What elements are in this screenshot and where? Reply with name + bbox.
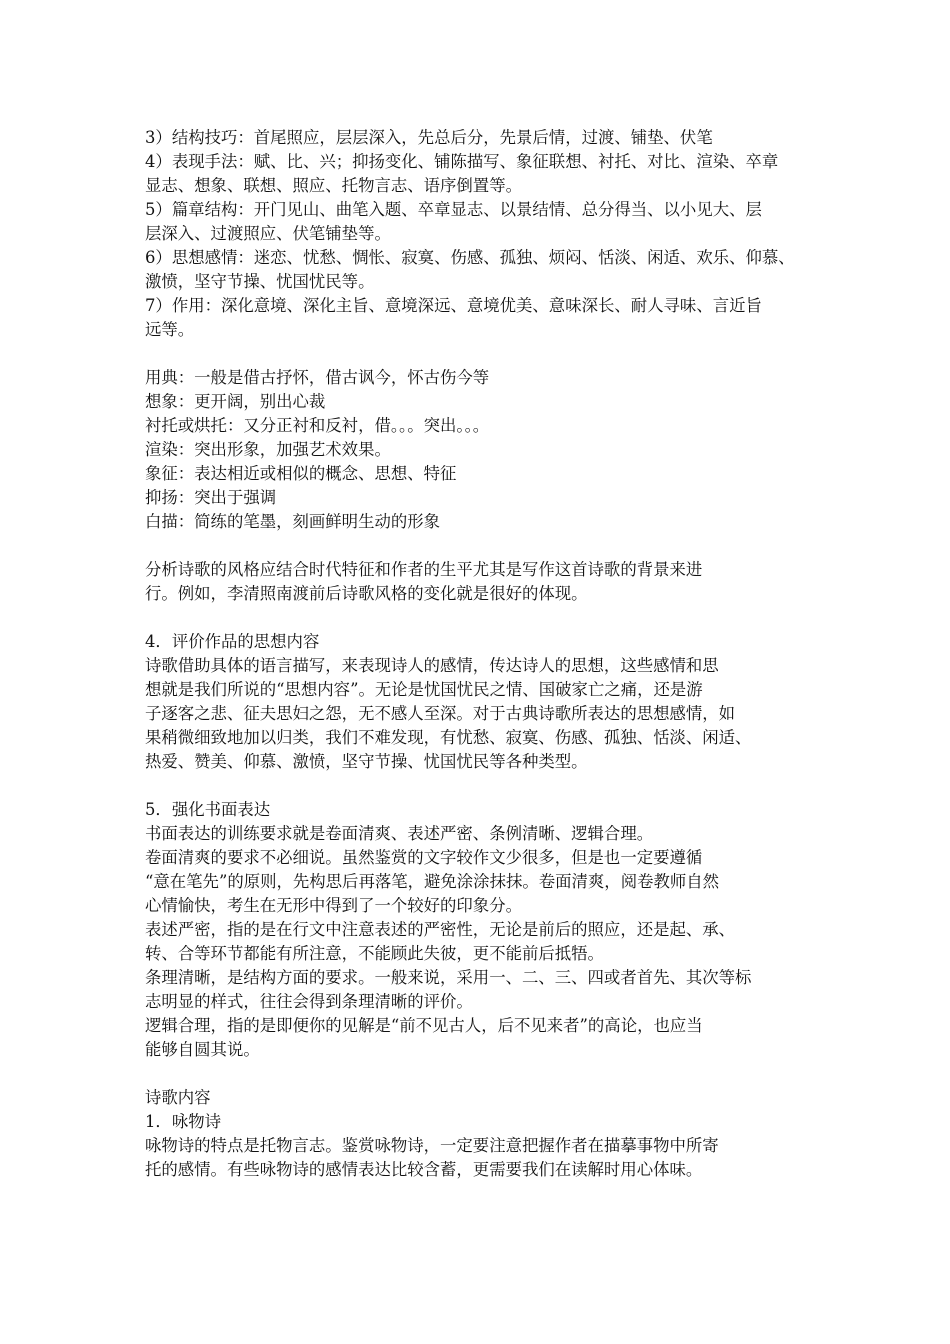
section-evaluate-content <box>145 630 815 774</box>
section-heading: 诗歌内容 <box>145 1088 211 1107</box>
text-line: 能够自圆其说。 <box>145 1040 260 1059</box>
text-line: 显志、想象、联想、照应、托物言志、语序倒置等。 <box>145 176 522 195</box>
section-heading: 5．强化书面表达 <box>145 800 271 819</box>
subsection-heading: 1．咏物诗 <box>145 1112 221 1131</box>
text-line: 渲染：突出形象，加强艺术效果。 <box>145 440 391 459</box>
paragraph-spacer <box>145 342 815 366</box>
text-line: 诗歌借助具体的语言描写，来表现诗人的感情，传达诗人的思想，这些感情和思 <box>145 656 719 675</box>
text-line: 志明显的样式，往往会得到条理清晰的评价。 <box>145 992 473 1011</box>
text-line: 子逐客之悲、征夫思妇之怨，无不感人至深。对于古典诗歌所表达的思想感情，如 <box>145 704 736 723</box>
text-line: 分析诗歌的风格应结合时代特征和作者的生平尤其是写作这首诗歌的背景来进 <box>145 560 703 579</box>
paragraph-spacer <box>145 606 815 630</box>
text-line: 行。例如，李清照南渡前后诗歌风格的变化就是很好的体现。 <box>145 584 588 603</box>
text-line: 白描：简练的笔墨，刻画鲜明生动的形象 <box>145 512 441 531</box>
text-line: 象征：表达相近或相似的概念、思想、特征 <box>145 464 457 483</box>
text-line: 热爱、赞美、仰慕、激愤，坚守节操、忧国忧民等各种类型。 <box>145 752 588 771</box>
text-line: 咏物诗的特点是托物言志。鉴赏咏物诗，一定要注意把握作者在描摹事物中所寄 <box>145 1136 719 1155</box>
text-line: 5）篇章结构：开门见山、曲笔入题、卒章显志、以景结情、总分得当、以小见大、层 <box>145 200 762 219</box>
text-line: 心情愉快，考生在无形中得到了一个较好的印象分。 <box>145 896 522 915</box>
text-line: 逻辑合理，指的是即便你的见解是“前不见古人，后不见来者”的高论，也应当 <box>145 1016 703 1035</box>
text-line: 远等。 <box>145 320 195 339</box>
section-techniques <box>145 126 815 342</box>
text-line: 条理清晰，是结构方面的要求。一般来说，采用一、二、三、四或者首先、其次等标 <box>145 968 752 987</box>
section-poem-content <box>145 1086 815 1182</box>
paragraph-spacer <box>145 774 815 798</box>
section-written-expression <box>145 798 815 1062</box>
section-style <box>145 558 815 606</box>
text-line: 果稍微细致地加以归类，我们不难发现，有忧愁、寂寞、伤感、孤独、恬淡、闲适、 <box>145 728 752 747</box>
section-heading: 4．评价作品的思想内容 <box>145 632 320 651</box>
text-line: 想就是我们所说的“思想内容”。无论是忧国忧民之情、国破家亡之痛，还是游 <box>145 680 703 699</box>
text-line: 激愤，坚守节操、忧国忧民等。 <box>145 272 375 291</box>
text-line: 用典：一般是借古抒怀，借古讽今，怀古伤今等 <box>145 368 490 387</box>
text-line: 托的感情。有些咏物诗的感情表达比较含蓄，更需要我们在读解时用心体味。 <box>145 1160 703 1179</box>
paragraph-spacer <box>145 1062 815 1086</box>
text-line: 7）作用：深化意境、深化主旨、意境深远、意境优美、意味深长、耐人寻味、言近旨 <box>145 296 762 315</box>
text-line: 卷面清爽的要求不必细说。虽然鉴赏的文字较作文少很多，但是也一定要遵循 <box>145 848 703 867</box>
text-line: 书面表达的训练要求就是卷面清爽、表述严密、条例清晰、逻辑合理。 <box>145 824 654 843</box>
text-line: “意在笔先”的原则，先构思后再落笔，避免涂涂抹抹。卷面清爽，阅卷教师自然 <box>145 872 720 891</box>
document-page <box>145 126 815 1182</box>
text-line: 衬托或烘托：又分正衬和反衬，借。。。突出。。。 <box>145 416 490 435</box>
text-line: 4）表现手法：赋、比、兴；抑扬变化、铺陈描写、象征联想、衬托、对比、渲染、卒章 <box>145 152 779 171</box>
section-devices <box>145 366 815 534</box>
text-line: 想象：更开阔，别出心裁 <box>145 392 326 411</box>
text-line: 抑扬：突出于强调 <box>145 488 277 507</box>
text-line: 层深入、过渡照应、伏笔铺垫等。 <box>145 224 391 243</box>
paragraph-spacer <box>145 534 815 558</box>
text-line: 表述严密，指的是在行文中注意表述的严密性，无论是前后的照应，还是起、承、 <box>145 920 736 939</box>
text-line: 6）思想感情：迷恋、忧愁、惆怅、寂寞、伤感、孤独、烦闷、恬淡、闲适、欢乐、仰慕、 <box>145 248 795 267</box>
text-line: 转、合等环节都能有所注意，不能顾此失彼，更不能前后抵牾。 <box>145 944 604 963</box>
text-line: 3）结构技巧：首尾照应，层层深入，先总后分，先景后情，过渡、铺垫、伏笔 <box>145 128 713 147</box>
